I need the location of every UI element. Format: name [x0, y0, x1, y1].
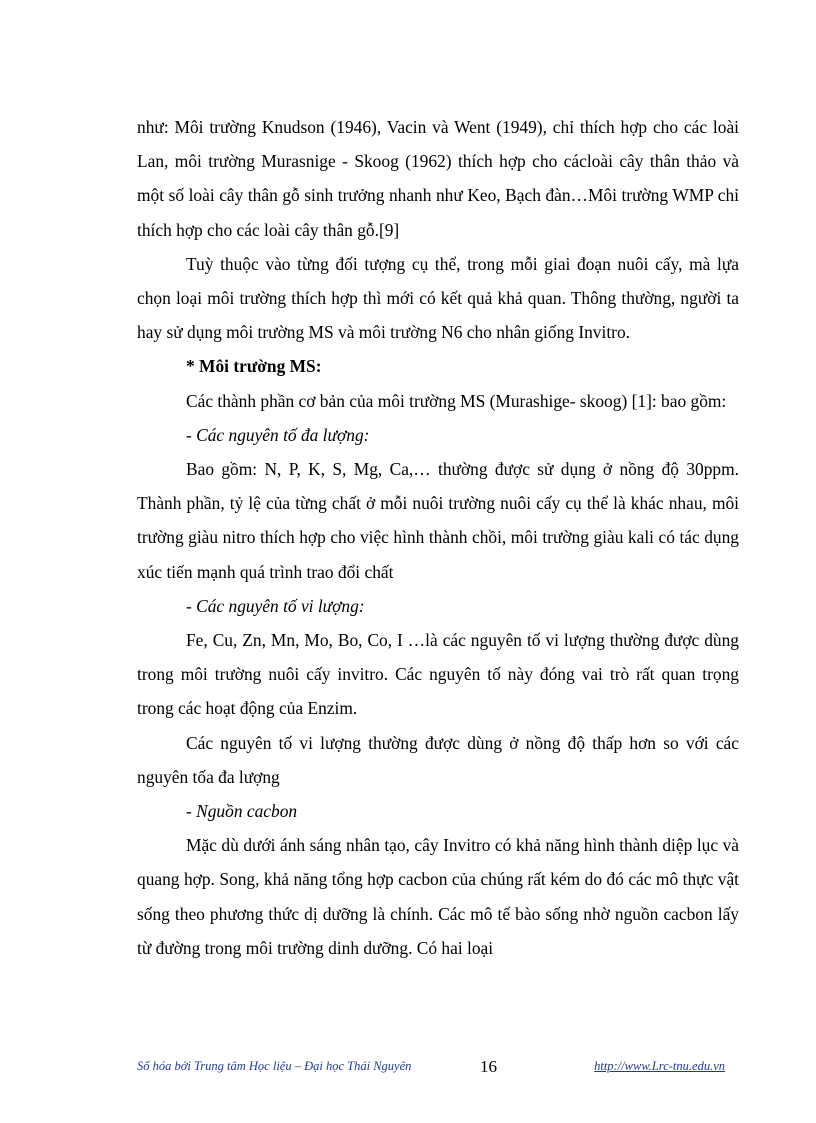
footer-website-link[interactable]: http://www.Lrc-tnu.edu.vn	[594, 1059, 725, 1073]
paragraph-micro-elements: Fe, Cu, Zn, Mn, Mo, Bo, Co, I …là các nguyên tố vi lượng thường được dùng trong môi trường nuôi cấy invitro. Các nguyên tố này đóng vai trò rất quan trọng trong các hoạt động của Enzim.	[137, 630, 739, 719]
paragraph-media-choice: Tuỳ thuộc vào từng đối tượng cụ thể, trong mỗi giai đoạn nuôi cấy, mà lựa chọn loại môi trường thích hợp thì mới có kết quả khả quan. Thông thường, người ta hay sử dụng môi trường MS và môi trường N6 cho nhân giống Invitro.	[137, 253, 739, 343]
paragraph-macro-elements: Bao gồm: N, P, K, S, Mg, Ca,… thường được sử dụng ở nồng độ 30ppm. Thành phần, tỷ lệ của từng chất ở mỗi nuôi trường nuôi cấy cụ thể là khác nhau, môi trường giàu nitro thích hợp cho việc hình thành chồi, môi trường giàu kali có tác dụng xúc tiến mạnh quá trình trao đổi chất	[137, 459, 739, 582]
paragraph-continuation: như: Môi trường Knudson (1946), Vacin và Went (1949), chỉ thích hợp cho các loài Lan, môi trường Murasnige - Skoog (1962) thích hợp cho cácloài cây thân thảo và một số loài cây thân gỗ sinh trưởng nhanh như Keo, Bạch đàn…Môi trường WMP chỉ thích hợp cho các loài cây thân gỗ.[9]	[137, 117, 739, 240]
page-footer	[137, 1057, 739, 1079]
subheading-carbon-source: - Nguồn cacbon	[186, 801, 298, 822]
paragraph-micro-concentration: Các nguyên tố vi lượng thường được dùng ở nồng độ thấp hơn so với các nguyên tốa đa lượng	[137, 732, 739, 787]
subheading-micro-elements: - Các nguyên tố vi lượng:	[186, 595, 365, 616]
page-number: 16	[480, 1057, 497, 1076]
subheading-macro-elements: - Các nguyên tố đa lượng:	[186, 424, 370, 445]
paragraph-ms-components: Các thành phần cơ bản của môi trường MS (Murashige- skoog) [1]: bao gồm:	[186, 390, 727, 411]
body-text	[137, 110, 739, 965]
paragraph-carbon-source: Mặc dù dưới ánh sáng nhân tạo, cây Invitro có khả năng hình thành diệp lục và quang hợp. Song, khả năng tổng hợp cacbon của chúng rất kém do đó các mô thực vật sống theo phương thức dị dưỡng là chính. Các mô tế bào sống nhờ nguồn cacbon lấy từ đường trong môi trường dinh dưỡng. Có hai loại	[137, 835, 739, 958]
footer-digitized-by: Số hóa bởi Trung tâm Học liệu – Đại học Thái Nguyên	[137, 1059, 412, 1073]
section-heading-ms: * Môi trường MS:	[186, 356, 322, 377]
